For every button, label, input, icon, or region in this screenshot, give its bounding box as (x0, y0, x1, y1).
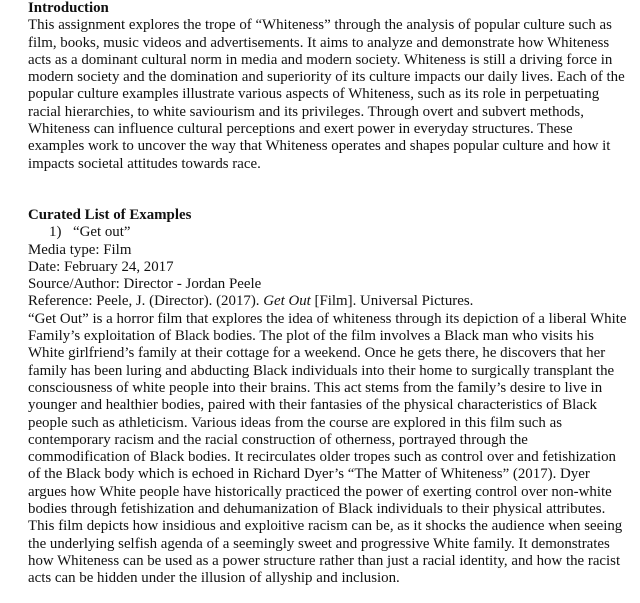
document-page (28, 0, 632, 588)
intro-paragraph: This assignment explores the trope of “Whiteness” through the analysis of popular culture such as film, books, music videos and advertisements. It aims to analyze and demonstrate how Whiteness acts as a dominant cultural norm in media and modern society. Whiteness is still a driving force in modern society and the domination and superiority of its culture impacts our daily lives. Each of the popular culture examples illustrate various aspects of Whiteness, such as its role in perpetuating racial hierarchies, to white saviourism and its privileges. Through overt and subvert methods, Whiteness can influence cultural perceptions and exert power in everyday structures. These examples work to uncover the way that Whiteness operates and shapes popular culture and how it impacts societal attitudes towards race. (28, 17, 625, 172)
reference-title: Get Out (263, 293, 311, 310)
example-paragraph: “Get Out” is a horror film that explores the idea of whiteness through its depiction of a liberal White Family’s exploitation of Black bodies. The plot of the film involves a Black man who visits his White girlfriend’s family at their cottage for a weekend. Once he gets there, he discovers that her family has been luring and abducting Black individuals into their home to surgically transplant the consciousness of white people into their brains. This act stems from the family’s desire to live in younger and healthier bodies, paired with their fantasies of the physical characteristics of Black people such as athleticism. Various ideas from the course are explored in this film such as contemporary racism and the racial construction of otherness, portrayed through the commodification of Black bodies. It recirculates older tropes such as control over and fetishization of the Black body which is echoed in Richard Dyer’s “The Matter of Whiteness” (2017). Dyer argues how White people have historically practiced the power of exerting control over non-white bodies through fetishization and dehumanization of Black individuals to their physical attributes. This film depicts how insidious and exploitive racism can be, as it shocks the audience when seeing the underlying selfish agenda of a seemingly sweet and progressive White family. It demonstrates how Whiteness can be used as a power structure rather than just a racial identity, and how the racist acts can be hidden under the illusion of allyship and inclusion. (28, 310, 627, 587)
intro-heading: Introduction (28, 0, 109, 16)
section-spacer (28, 173, 632, 207)
list-item-number: 1) (49, 224, 62, 241)
list-item-title: “Get out” (73, 224, 131, 241)
reference-line (28, 293, 632, 310)
reference-suffix: [Film]. Universal Pictures. (310, 293, 474, 310)
date-line: Date: February 24, 2017 (28, 258, 174, 275)
list-item (28, 224, 632, 241)
examples-heading: Curated List of Examples (28, 206, 192, 223)
reference-prefix: Reference: Peele, J. (Director). (2017). (28, 293, 264, 310)
source-line: Source/Author: Director - Jordan Peele (28, 276, 262, 293)
media-type-line: Media type: Film (28, 241, 132, 258)
